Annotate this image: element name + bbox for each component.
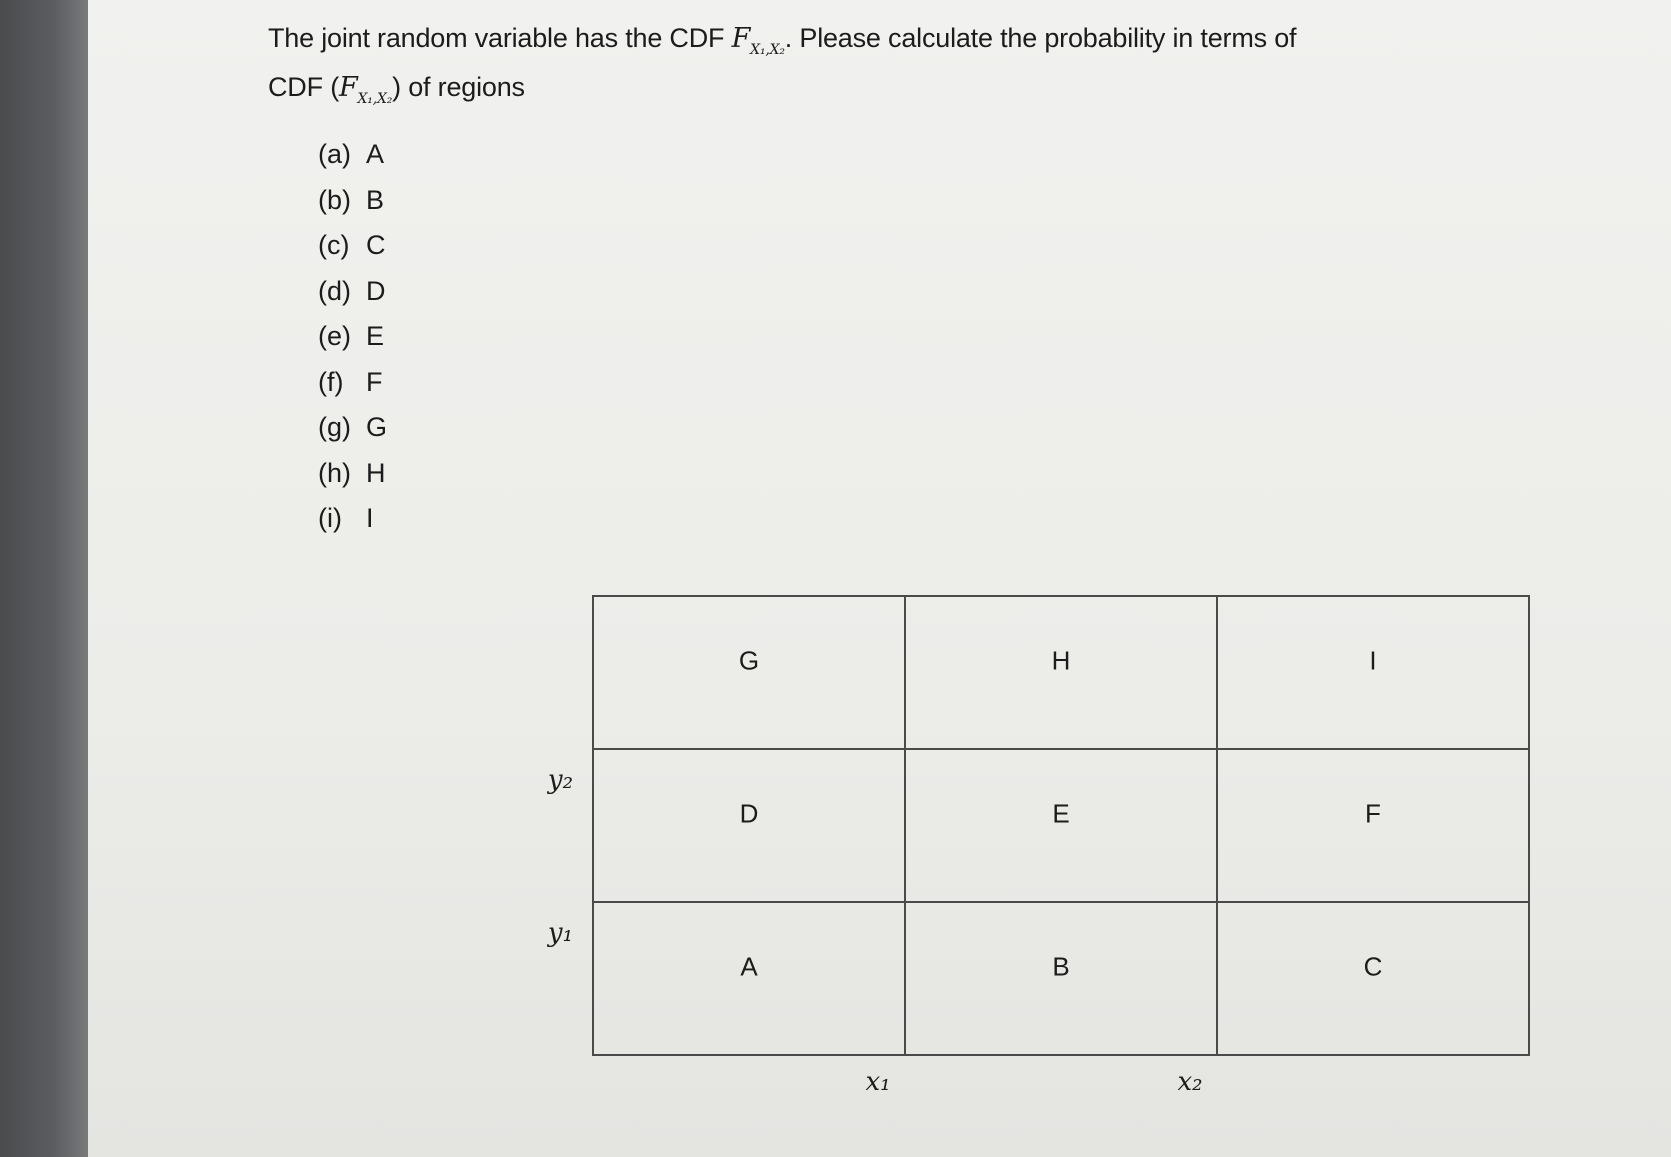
part-region: F xyxy=(366,366,383,397)
question-intro: The joint random variable has the CDF xyxy=(268,23,732,53)
y-axis-label: y₂ xyxy=(547,765,573,795)
region-label-d: D xyxy=(739,798,759,829)
part-region: H xyxy=(366,457,386,488)
part-region: B xyxy=(366,184,385,215)
cdf-symbol: $F_{X_1,X_2}$ xyxy=(731,23,785,58)
region-label-h: H xyxy=(1051,645,1071,676)
region-label-b: B xyxy=(1052,951,1070,982)
region-label-i: I xyxy=(1369,645,1377,676)
question-line2-start: CDF ( xyxy=(268,72,339,102)
part-region: I xyxy=(366,503,374,533)
part-label: (f) xyxy=(318,366,344,397)
region-label-e: E xyxy=(1052,798,1070,829)
part-label: (a) xyxy=(318,139,351,169)
part-label: (i) xyxy=(318,503,342,533)
question-continue: . Please calculate the probability in terms of xyxy=(784,23,1297,53)
part-region: C xyxy=(366,230,386,260)
part-label: (h) xyxy=(318,457,351,488)
question-line2-end: ) of regions xyxy=(392,72,525,102)
region-label-c: C xyxy=(1363,951,1383,982)
part-region: E xyxy=(366,321,385,351)
part-region: A xyxy=(366,139,385,169)
x-axis-label: x₁ xyxy=(865,1067,891,1097)
y-axis-label: y₁ xyxy=(547,918,573,948)
x-axis-label: x₂ xyxy=(1177,1067,1203,1097)
part-label: (d) xyxy=(318,275,351,306)
part-label: (b) xyxy=(318,184,351,215)
region-label-g: G xyxy=(738,645,760,676)
region-label-a: A xyxy=(740,951,758,982)
part-region: G xyxy=(366,412,388,442)
region-label-f: F xyxy=(1365,798,1381,829)
part-label: (g) xyxy=(318,412,351,442)
cdf-symbol-2: $F_{X_1,X_2}$ xyxy=(338,72,393,107)
part-region: D xyxy=(366,275,386,306)
part-label: (c) xyxy=(318,230,350,260)
part-label: (e) xyxy=(318,321,351,351)
